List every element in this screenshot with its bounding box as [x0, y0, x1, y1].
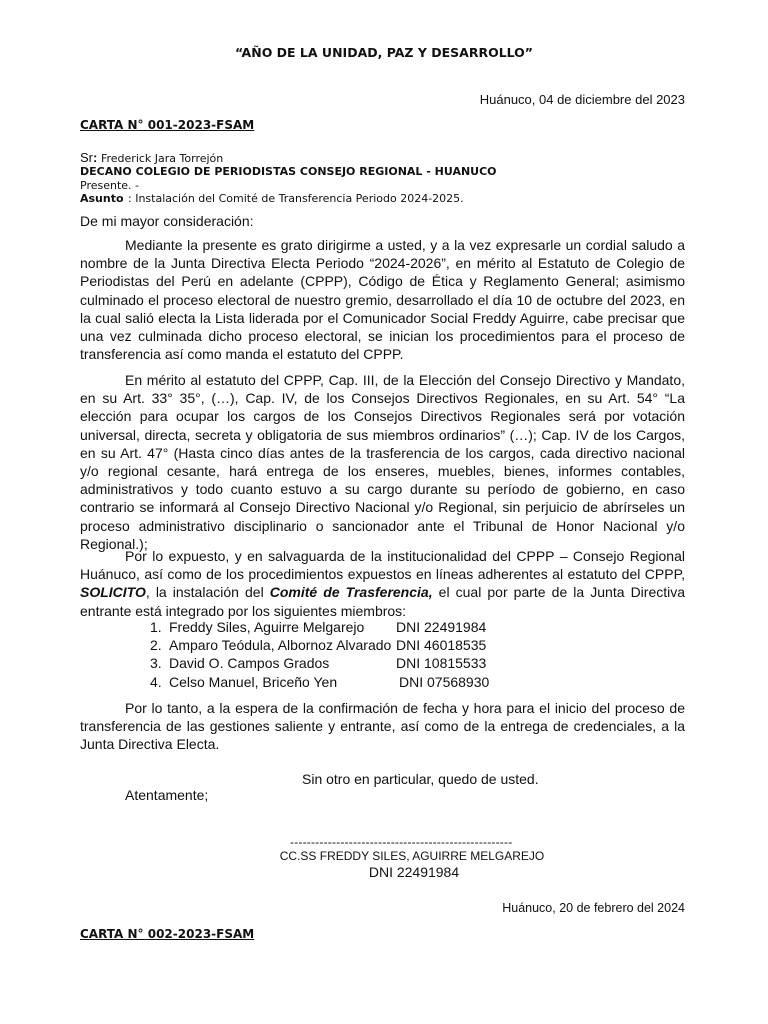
subject-line [80, 192, 464, 205]
paragraph-3-part-a: Por lo expuesto, y en salvaguarda de la institucionalidad del CPPP – Consejo Regional Huánuco, así como de los procedimientos expuestos en líneas adherentes al estatuto del CPPP, [80, 548, 685, 583]
recipient-title: DECANO COLEGIO DE PERIODISTAS CONSEJO REGIONAL - HUANUCO [80, 165, 497, 178]
list-item [150, 673, 550, 691]
presente-line: Presente. - [80, 179, 140, 192]
paragraph-4-text: Por lo tanto, a la espera de la confirmación de fecha y hora para el inicio del proceso de transferencia de las gestiones saliente y entrante, así como de la entrega de credenciales, a la Junta Directiva Electa. [80, 700, 685, 753]
signature-name: CC.SS FREDDY SILES, AGUIRRE MELGAREJO [279, 849, 545, 863]
subject-text: : Instalación del Comité de Transferencia Periodo 2024-2025. [128, 192, 464, 205]
member-name: David O. Campos Grados [169, 655, 330, 672]
paragraph-2-text: En mérito al estatuto del CPPP, Cap. III, de la Elección del Consejo Directivo y Mandato, en su Art. 33° 35°, (…), Cap. IV, de los Consejos Directivos Regionales, en su Art. 54° “La elección para ocupar los cargos de los Consejos Directivos Regionales será por votación universal, directa, secreta y obligatoria de sus miembros ordinarios” (…); Cap. IV de los Cargos, en su Art. 47° (Hasta cinco días antes de la trasferencia de los cargos, cada directivo nacional y/o regional cesante, hará entrega de los enseres, muebles, bienes, informes contables, administrativos y todo cuanto estuvo a su cargo durante su período de gobierno, en caso contrario se informará al Consejo Directivo Nacional y/o Regional, sin perjuicio de abrírseles un proceso administrativo disciplinario o sancionador ante el Tribunal de Honor Nacional y/o Regional.); [80, 372, 685, 552]
recipient-sr-label: Sr [80, 150, 93, 165]
signature-dni: DNI 22491984 [368, 864, 460, 880]
paragraph-3 [80, 547, 685, 620]
paragraph-1-text: Mediante la presente es grato dirigirme a usted, y a la vez expresarle un cordial saludo a nombre de la Junta Directiva Electa Periodo “2024-2026”, en mérito al Estatuto de Colegio de Periodistas del Perú en adelante (CPPP), Código de Ética y Reglamento General; asimismo culminado el proceso electoral de nuestro gremio, desarrollado el día 10 de octubre del 2023, en la cual salió electa la Lista liderada por el Comunicador Social Freddy Aguirre, cabe precisar que una vez culminada dicho proceso electoral, se inician los procedimientos para el proceso de transferencia así como manda el estatuto del CPPP. [80, 237, 685, 363]
letter-number: CARTA N° 001-2023-FSAM [80, 118, 255, 132]
member-name: Freddy Siles, Aguirre Melgarejo [169, 619, 365, 635]
greeting: De mi mayor consideración: [80, 213, 254, 229]
signature-line: ----------------------------------------------------- [290, 835, 513, 849]
list-item [150, 636, 550, 654]
member-name: Amparo Teódula, Albornoz Alvarado [169, 637, 392, 654]
member-number: 2. [150, 637, 162, 654]
recipient-line: Sr: Frederick Jara Torrejón [80, 150, 224, 165]
closing-line: Sin otro en particular, quedo de usted. [302, 771, 539, 787]
paragraph-3-text [80, 547, 685, 620]
letter-2-number: CARTA N° 002-2023-FSAM [80, 927, 255, 941]
paragraph-4 [80, 699, 685, 754]
member-list [150, 618, 550, 691]
list-item [150, 654, 550, 672]
member-number: 1. [150, 619, 162, 635]
paragraph-3-part-c: el cual por parte de la Junta Directiva entrante está integrado por los siguientes miembros: [80, 584, 686, 619]
subject-label: Asunto [80, 192, 124, 205]
member-number: 3. [150, 655, 162, 672]
paragraph-2 [80, 371, 685, 553]
paragraph-1 [80, 236, 685, 363]
year-motto: “AÑO DE LA UNIDAD, PAZ Y DESARROLLO” [234, 45, 534, 60]
letter-date: Huánuco, 04 de diciembre del 2023 [479, 92, 685, 107]
member-dni: DNI 46018535 [396, 637, 487, 654]
list-item [150, 618, 550, 636]
paragraph-3-part-b: , la instalación del [145, 584, 264, 601]
member-dni: DNI 22491984 [396, 619, 487, 635]
letter-2-date: Huánuco, 20 de febrero del 2024 [502, 901, 685, 915]
recipient-name: Frederick Jara Torrejón [100, 152, 224, 165]
atentamente: Atentamente; [125, 787, 209, 803]
solicito-text: SOLICITO [80, 584, 146, 601]
member-dni: DNI 07568930 [399, 673, 490, 690]
member-dni: DNI 10815533 [396, 655, 487, 672]
member-name: Celso Manuel, Briceño Yen [169, 673, 338, 690]
member-number: 4. [150, 673, 162, 690]
comite-text: Comité de Trasferencia, [269, 584, 433, 601]
